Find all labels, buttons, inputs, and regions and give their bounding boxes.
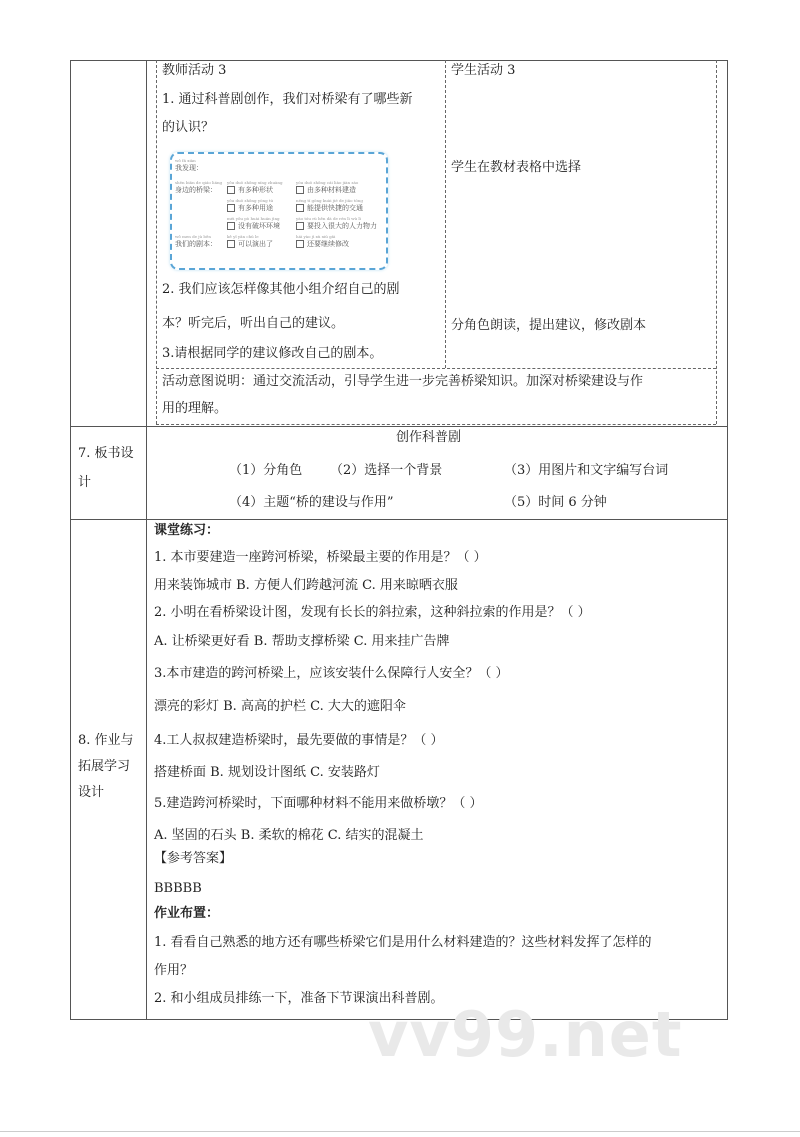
- card-option: méi yǒu pò huài huán jìng 没有破坏环境: [227, 216, 280, 230]
- student-activity-title: 学生活动 3: [451, 63, 516, 78]
- inner-border-right: [716, 60, 717, 424]
- card-option: yǒu duō zhǒng yòng tú 有多种用途: [227, 198, 274, 212]
- card-option: hái yào jì xù xiū gǎi 还要继续修改: [296, 234, 349, 248]
- answer: BBBBB: [154, 881, 202, 896]
- board-design-label: 7. 板书设: [78, 446, 134, 461]
- practice-line: A. 坚固的石头 B. 柔软的棉花 C. 结实的混凝土: [154, 828, 424, 843]
- homework-label-cont: 设计: [78, 785, 105, 800]
- inner-border-bottom: [156, 424, 716, 425]
- table-border-left: [70, 60, 71, 1020]
- practice-line: 4.工人叔叔建造桥梁时，最先要做的事情是？（ ）: [154, 733, 444, 748]
- card-option: kě yǐ yǎn chū le 可以演出了: [227, 234, 273, 248]
- page-edge: [0, 1131, 800, 1132]
- table-border-top: [70, 60, 728, 61]
- card-row2-label: wǒ men de jù běn 我们的剧本：: [175, 234, 217, 248]
- table-column-divider: [146, 60, 147, 1020]
- teacher-question-2: 2. 我们应该怎样像其他小组介绍自己的剧: [162, 282, 400, 297]
- table-row-divider: [70, 426, 728, 427]
- card-option: yǒu duō zhǒng xíng zhuàng 有多种形状: [227, 180, 283, 194]
- activity-intent-cont: 用的理解。: [162, 401, 228, 416]
- practice-line: 用来装饰城市 B. 方便人们跨越河流 C. 用来晾晒衣服: [154, 578, 458, 593]
- checkbox-icon: [227, 204, 235, 212]
- checkbox-icon: [296, 204, 304, 212]
- board-item: （5）时间 6 分钟: [504, 495, 607, 510]
- card-header: wǒ fā xiàn 我发现：: [175, 158, 203, 172]
- card-option: néng tí gōng kuài jié de jiāo tōng 能提供快捷的交通: [296, 198, 363, 212]
- teacher-question-1: 1. 通过科普剧创作，我们对桥梁有了哪些新: [162, 92, 413, 107]
- checkbox-icon: [227, 240, 235, 248]
- activity-intent: 活动意图说明：通过交流活动，引导学生进一步完善桥梁知识。加深对桥梁建设与作: [162, 374, 644, 389]
- inner-border-left: [156, 60, 157, 424]
- practice-line: A. 让桥梁更好看 B. 帮助支撑桥梁 C. 用来挂广告牌: [154, 634, 450, 649]
- practice-line: 搭建桥面 B. 规划设计图纸 C. 安装路灯: [154, 765, 380, 780]
- homework-label: 8. 作业与: [78, 733, 134, 748]
- assignment-line: 1. 看看自己熟悉的地方还有哪些桥梁它们是用什么材料建造的？这些材料发挥了怎样的: [154, 935, 652, 950]
- assignment-line: 2. 和小组成员排练一下，准备下节课演出科普剧。: [154, 991, 444, 1006]
- board-item: （4）主题“桥的建设与作用”: [229, 495, 394, 510]
- card-option: yào tóu rù hěn dà de rén lì wù lì 要投入很大的人力物力: [296, 216, 377, 230]
- inner-column-divider: [445, 60, 446, 368]
- board-title: 创作科普剧: [396, 430, 462, 445]
- board-design-label-cont: 计: [78, 475, 92, 490]
- card-row1-label: shēn biān de qiáo liáng 身边的桥梁：: [175, 180, 223, 194]
- table-border-right: [727, 60, 728, 1020]
- practice-line: 5.建造跨河桥梁时，下面哪种材料不能用来做桥墩？（ ）: [154, 796, 483, 811]
- teacher-activity-title: 教师活动 3: [162, 63, 227, 78]
- table-row-divider: [70, 519, 728, 520]
- checkbox-icon: [227, 222, 235, 230]
- answer-title: 【参考答案】: [154, 851, 233, 866]
- teacher-question-1-cont: 的认识？: [162, 120, 215, 135]
- assignment-title: 作业布置：: [154, 906, 220, 921]
- checkbox-icon: [296, 186, 304, 194]
- watermark: vv99.net: [368, 998, 683, 1071]
- practice-line: 1. 本市要建造一座跨河桥梁，桥梁最主要的作用是？（ ）: [154, 550, 487, 565]
- practice-line: 2. 小明在看桥梁设计图，发现有长长的斜拉索，这种斜拉索的作用是？（ ）: [154, 605, 591, 620]
- assignment-line: 作用？: [154, 963, 194, 978]
- checkbox-icon: [227, 186, 235, 194]
- checkbox-icon: [296, 222, 304, 230]
- teacher-question-2-cont: 本？听完后，听出自己的建议。: [162, 316, 345, 331]
- practice-title: 课堂练习：: [154, 523, 220, 538]
- textbook-checklist-image: [170, 152, 388, 270]
- board-item: （2）选择一个背景: [330, 463, 443, 478]
- checkbox-icon: [296, 240, 304, 248]
- practice-line: 漂亮的彩灯 B. 高高的护栏 C. 大大的遮阳伞: [154, 699, 406, 714]
- practice-line: 3.本市建造的跨河桥梁上，应该安装什么保障行人安全？（ ）: [154, 666, 509, 681]
- card-option: yóu duō zhǒng cái liào jiàn zào 由多种材料建造: [296, 180, 359, 194]
- inner-row-divider: [156, 368, 716, 369]
- student-activity-1: 学生在教材表格中选择: [451, 160, 582, 175]
- teacher-question-3: 3.请根据同学的建议修改自己的剧本。: [162, 346, 383, 361]
- homework-label-cont: 拓展学习: [78, 759, 131, 774]
- student-activity-2: 分角色朗读，提出建议，修改剧本: [451, 318, 647, 333]
- board-item: （3）用图片和文字编写台词: [504, 463, 669, 478]
- board-item: （1）分角色: [229, 463, 303, 478]
